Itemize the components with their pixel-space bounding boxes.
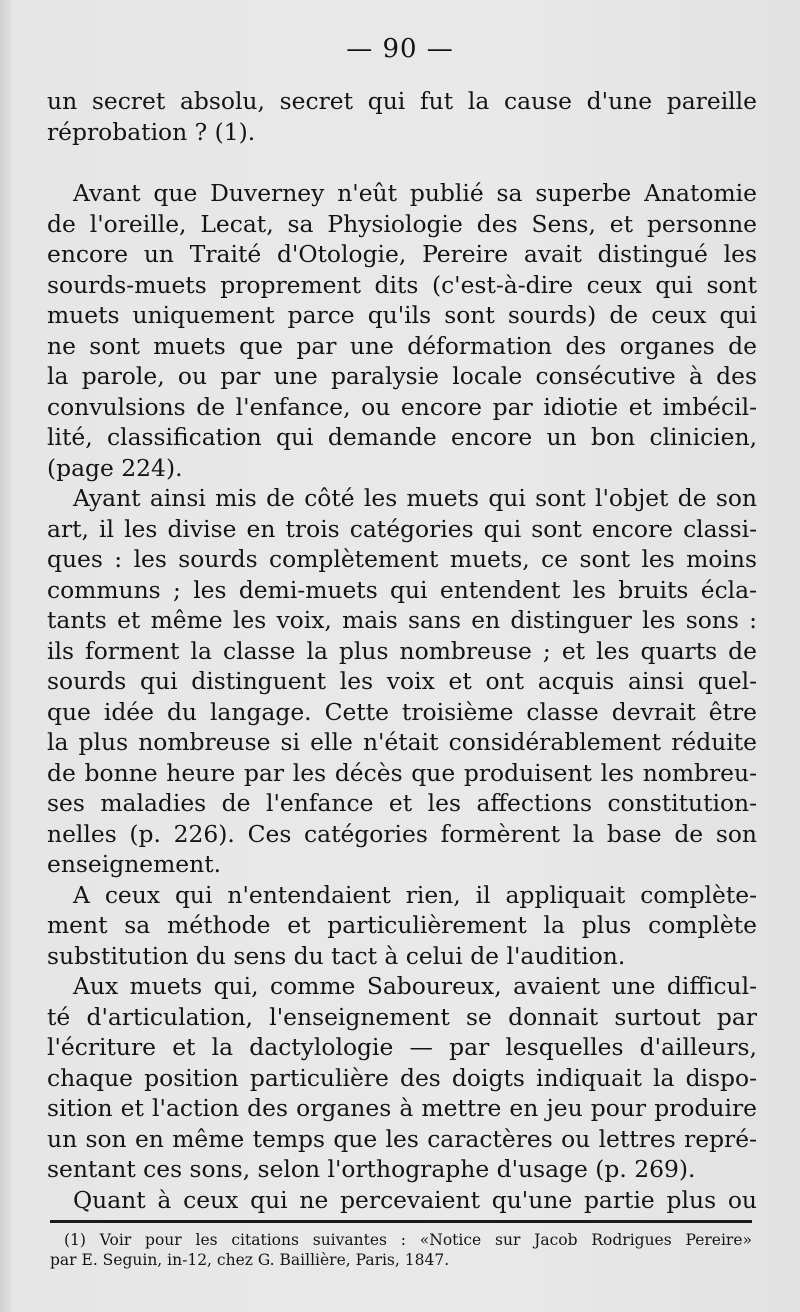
text-line: tants et même les voix, mais sans en distinguer les sons :: [47, 606, 757, 634]
text-line: l'écriture et la dactylologie — par lesquelles d'ailleurs,: [47, 1033, 757, 1061]
footnote-line: par E. Seguin, in-12, chez G. Baillière, Paris, 1847.: [50, 1251, 450, 1269]
paragraph: [47, 1185, 757, 1216]
text-line: ils forment la classe la plus nombreuse ; et les quarts de: [47, 636, 757, 665]
text-line: lité, classification qui demande encore un bon clinicien,: [47, 423, 757, 451]
text-line: un son en même temps que les caractères ou lettres repré-: [47, 1124, 757, 1153]
text-line: ses maladies de l'enfance et les affections constitution-: [47, 789, 757, 817]
text-line: nelles (p. 226). Ces catégories formèrent la base de son: [47, 819, 757, 848]
text-line: art, il les divise en trois catégories qui sont encore classi-: [47, 514, 757, 543]
text-line: Aux muets qui, comme Saboureux, avaient une difficul-: [73, 972, 757, 1000]
text-line: Avant que Duverney n'eût publié sa superbe Anatomie: [73, 179, 757, 207]
text-line: chaque position particulière des doigts indiquait la dispo-: [47, 1063, 757, 1092]
text-line: que idée du langage. Cette troisième classe devrait être: [47, 697, 757, 726]
text-line: substitution du sens du tact à celui de l'audition.: [47, 941, 626, 970]
text-line: de l'oreille, Lecat, sa Physiologie des Sens, et personne: [47, 209, 757, 238]
text-line: ment sa méthode et particulièrement la plus complète: [47, 911, 757, 939]
text-line: sentant ces sons, selon l'orthographe d'usage (p. 269).: [47, 1155, 696, 1183]
text-line: communs ; les demi-muets qui entendent les bruits écla-: [47, 575, 757, 604]
text-line: sourds-muets proprement dits (c'est-à-dire ceux qui sont: [47, 270, 757, 299]
text-line: Quant à ceux qui ne percevaient qu'une partie plus ou: [73, 1185, 757, 1214]
paragraph: [47, 880, 757, 972]
text-line: la parole, ou par une paralysie locale consécutive à des: [47, 362, 757, 390]
text-line: Ayant ainsi mis de côté les muets qui sont l'objet de son: [73, 484, 757, 512]
page-number: — 90 —: [346, 34, 454, 64]
text-line: té d'articulation, l'enseignement se donnait surtout par: [47, 1002, 757, 1031]
text-line: ques : les sourds complètement muets, ce sont les moins: [47, 545, 757, 573]
body-text: [47, 86, 757, 1215]
text-line: sition et l'action des organes à mettre en jeu pour produire: [47, 1094, 757, 1122]
text-line: ne sont muets que par une déformation des organes de: [47, 331, 757, 360]
text-line: encore un Traité d'Otologie, Pereire avait distingué les: [47, 240, 757, 268]
footnote: [50, 1230, 752, 1270]
paragraph: [47, 178, 757, 483]
paragraph-gap: [47, 147, 757, 178]
paragraph: [47, 86, 757, 147]
text-line: A ceux qui n'entendaient rien, il appliquait complète-: [73, 880, 757, 909]
text-line: (page 224).: [47, 453, 183, 482]
paragraph: [47, 483, 757, 880]
paragraph: [47, 971, 757, 1185]
text-line: muets uniquement parce qu'ils sont sourds) de ceux qui: [47, 301, 757, 329]
footnote-divider: [50, 1220, 752, 1223]
text-line: un secret absolu, secret qui fut la cause d'une pareille: [47, 87, 757, 115]
text-line: convulsions de l'enfance, ou encore par idiotie et imbécil-: [47, 392, 757, 421]
text-line: enseignement.: [47, 850, 222, 878]
footnote-line: (1) Voir pour les citations suivantes : «Notice sur Jacob Rodrigues Pereire»: [64, 1231, 752, 1249]
text-line: réprobation ? (1).: [47, 117, 256, 146]
text-line: la plus nombreuse si elle n'était considérablement réduite: [47, 728, 757, 756]
text-line: sourds qui distinguent les voix et ont acquis ainsi quel-: [47, 667, 757, 695]
text-line: de bonne heure par les décès que produisent les nombreu-: [47, 758, 757, 787]
